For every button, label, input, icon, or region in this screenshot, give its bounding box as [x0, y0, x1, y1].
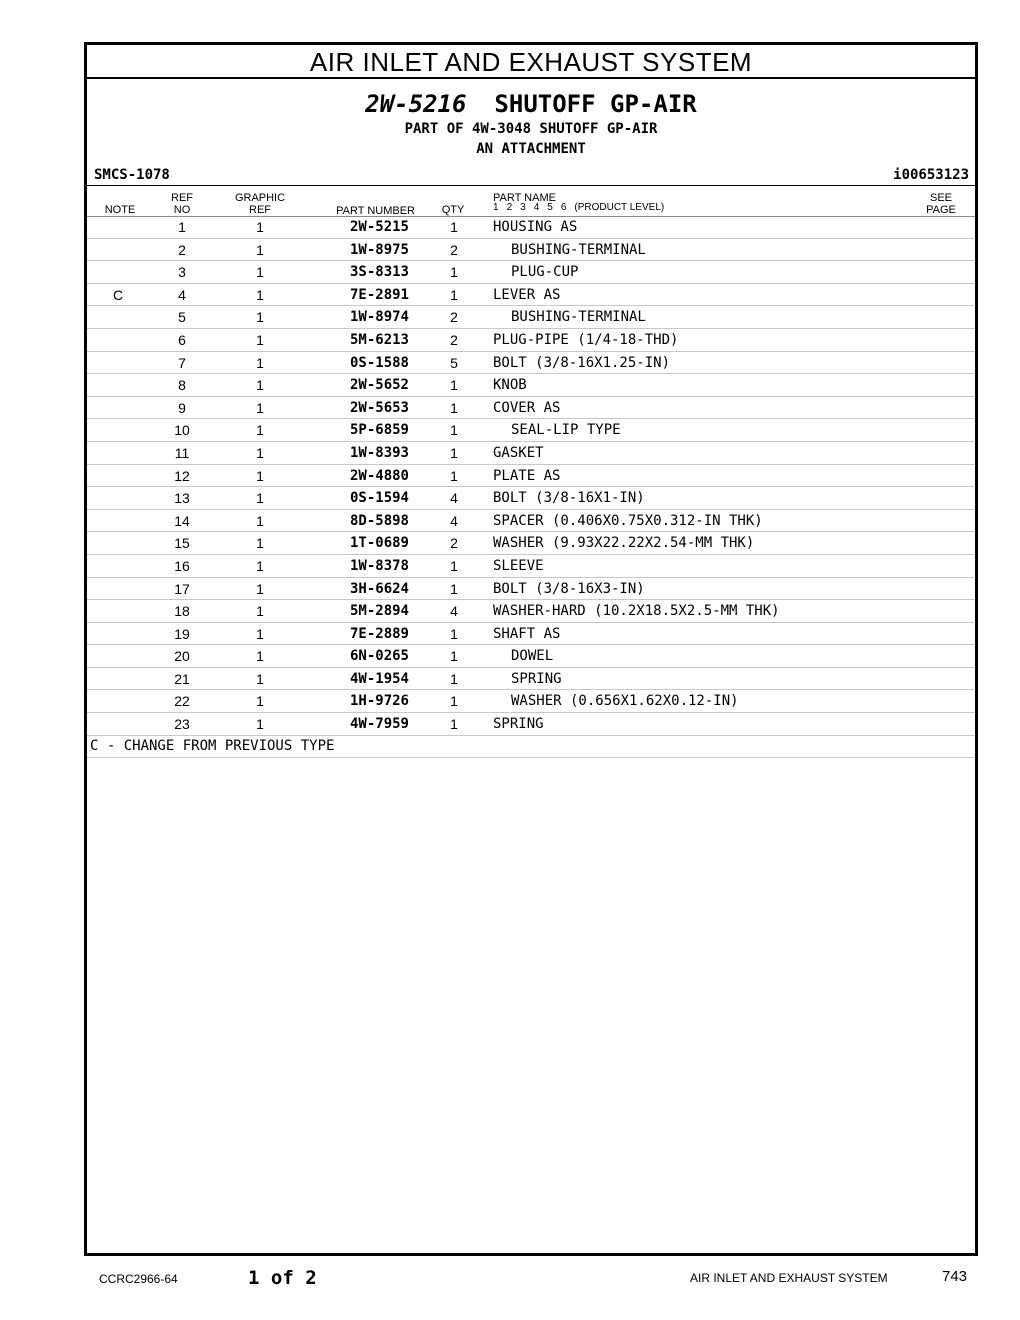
col-part-number-header: PART NUMBER — [336, 205, 415, 217]
table-row — [87, 600, 975, 623]
qty-cell: 2 — [450, 535, 458, 552]
qty-cell: 1 — [450, 377, 458, 394]
footnote: C - CHANGE FROM PREVIOUS TYPE — [87, 736, 975, 758]
graphic-ref-cell: 1 — [256, 309, 264, 326]
graphic-ref-cell: 1 — [256, 399, 264, 416]
part-number-cell: 1W-8975 — [349, 241, 409, 258]
smcs-code: SMCS-1078 — [94, 167, 170, 183]
qty-cell: 4 — [450, 512, 458, 529]
part-number-cell: 7E-2891 — [349, 286, 409, 303]
attachment-line: AN ATTACHMENT — [476, 141, 586, 157]
col-graphic-header-top: GRAPHIC — [234, 192, 286, 204]
table-row — [87, 397, 975, 420]
part-number-cell: 5M-6213 — [349, 331, 409, 348]
qty-cell: 1 — [450, 444, 458, 461]
part-name-cell: WASHER (0.656X1.62X0.12-IN) — [511, 693, 739, 710]
part-number-cell: 2W-5215 — [349, 219, 409, 235]
part-name-cell: SHAFT AS — [493, 625, 561, 642]
graphic-ref-cell: 1 — [256, 467, 264, 484]
graphic-ref-cell: 1 — [256, 219, 264, 235]
col-ref-header-bottom: NO — [173, 204, 191, 216]
ref-no-cell: 19 — [174, 625, 190, 642]
part-number-cell: 7E-2889 — [349, 625, 409, 642]
ref-no-cell: 21 — [174, 670, 190, 687]
graphic-ref-cell: 1 — [256, 354, 264, 371]
ref-no-cell: 1 — [178, 219, 186, 235]
part-name-cell: WASHER-HARD (10.2X18.5X2.5-MM THK) — [493, 603, 780, 620]
part-number-cell: 3H-6624 — [349, 580, 409, 597]
part-number-cell: 0S-1594 — [349, 490, 409, 507]
col-see-header-bottom: PAGE — [926, 204, 956, 216]
part-number-cell: 1W-8974 — [349, 309, 409, 326]
table-row — [87, 261, 975, 284]
graphic-ref-cell: 1 — [256, 670, 264, 687]
table-row — [87, 713, 975, 736]
part-name-cell: SEAL-LIP TYPE — [511, 422, 621, 439]
part-name-cell: PLUG-CUP — [511, 264, 579, 281]
graphic-ref-cell: 1 — [256, 648, 264, 665]
graphic-ref-cell: 1 — [256, 444, 264, 461]
section-banner: AIR INLET AND EXHAUST SYSTEM — [87, 45, 975, 79]
qty-cell: 1 — [450, 399, 458, 416]
part-number-cell: 3S-8313 — [349, 264, 409, 281]
level-2: 2 — [506, 202, 513, 213]
part-number-cell: 1W-8393 — [349, 444, 409, 461]
table-row — [87, 239, 975, 262]
qty-cell: 2 — [450, 241, 458, 258]
product-levels — [493, 202, 672, 213]
col-note-header: NOTE — [104, 204, 136, 216]
part-name-cell: BOLT (3/8-16X1.25-IN) — [493, 354, 671, 371]
ref-no-cell: 13 — [174, 490, 190, 507]
part-number-cell: 4W-7959 — [349, 716, 409, 733]
qty-cell: 1 — [450, 219, 458, 235]
footer-system-name: AIR INLET AND EXHAUST SYSTEM — [690, 1271, 888, 1285]
qty-cell: 1 — [450, 670, 458, 687]
table-row — [87, 532, 975, 555]
ref-no-cell: 16 — [174, 557, 190, 574]
graphic-ref-cell: 1 — [256, 557, 264, 574]
qty-cell: 4 — [450, 603, 458, 620]
header-top-rule — [87, 185, 975, 186]
page-number: 743 — [942, 1268, 968, 1285]
graphic-ref-cell: 1 — [256, 716, 264, 733]
part-of-line: PART OF 4W-3048 SHUTOFF GP-AIR — [404, 121, 658, 137]
part-number-cell: 1T-0689 — [349, 535, 409, 552]
ref-no-cell: 3 — [178, 264, 186, 281]
part-name-cell: SPRING — [511, 670, 562, 687]
graphic-ref-cell: 1 — [256, 625, 264, 642]
page-of-indicator: 1 of 2 — [248, 1267, 317, 1289]
qty-cell: 1 — [450, 693, 458, 710]
part-number-cell: 1W-8378 — [349, 557, 409, 574]
graphic-ref-cell: 1 — [256, 580, 264, 597]
ref-no-cell: 2 — [178, 241, 186, 258]
graphic-ref-cell: 1 — [256, 603, 264, 620]
table-row — [87, 510, 975, 533]
qty-cell: 1 — [450, 648, 458, 665]
part-name-cell: LEVER AS — [493, 286, 561, 303]
graphic-ref-cell: 1 — [256, 693, 264, 710]
table-row — [87, 374, 975, 397]
ref-no-cell: 22 — [174, 693, 190, 710]
part-name-cell: DOWEL — [511, 648, 554, 665]
table-row — [87, 284, 975, 307]
part-number-cell: 4W-1954 — [349, 670, 409, 687]
table-row — [87, 352, 975, 375]
qty-cell: 1 — [450, 557, 458, 574]
ref-no-cell: 7 — [178, 354, 186, 371]
part-number-cell: 5M-2894 — [349, 603, 409, 620]
qty-cell: 4 — [450, 490, 458, 507]
table-row — [87, 623, 975, 646]
level-3: 3 — [520, 202, 526, 213]
qty-cell: 1 — [450, 264, 458, 281]
ref-no-cell: 11 — [174, 444, 190, 461]
qty-cell: 1 — [450, 422, 458, 439]
table-row — [87, 645, 975, 668]
group-part-number: 2W-5216 — [365, 90, 467, 118]
ref-no-cell: 20 — [174, 648, 190, 665]
part-number-cell: 6N-0265 — [349, 648, 409, 665]
qty-cell: 1 — [450, 580, 458, 597]
col-graphic-header-bottom: REF — [249, 204, 271, 216]
part-name-cell: HOUSING AS — [493, 219, 578, 235]
qty-cell: 1 — [450, 716, 458, 733]
part-name-cell: COVER AS — [493, 399, 561, 416]
qty-cell: 2 — [450, 331, 458, 348]
graphic-ref-cell: 1 — [256, 286, 264, 303]
part-name-cell: BOLT (3/8-16X1-IN) — [493, 490, 645, 507]
graphic-ref-cell: 1 — [256, 490, 264, 507]
table-row — [87, 216, 975, 239]
ref-no-cell: 8 — [178, 377, 186, 394]
graphic-ref-cell: 1 — [256, 377, 264, 394]
part-name-cell: SPACER (0.406X0.75X0.312-IN THK) — [493, 512, 763, 529]
table-row — [87, 465, 975, 488]
part-name-cell: BUSHING-TERMINAL — [511, 241, 646, 258]
parts-page-frame — [84, 42, 978, 1256]
table-row — [87, 578, 975, 601]
table-row — [87, 668, 975, 691]
part-number-cell: 1H-9726 — [349, 693, 409, 710]
part-name-cell: KNOB — [493, 377, 527, 394]
qty-cell: 2 — [450, 309, 458, 326]
part-number-cell: 5P-6859 — [349, 422, 409, 439]
part-number-cell: 0S-1588 — [349, 354, 409, 371]
table-row — [87, 442, 975, 465]
part-number-cell: 8D-5898 — [349, 512, 409, 529]
ref-no-cell: 18 — [174, 603, 190, 620]
table-row — [87, 555, 975, 578]
title-block — [87, 89, 975, 159]
level-1: 1 — [493, 202, 499, 213]
ref-no-cell: 6 — [178, 331, 186, 348]
group-title — [87, 89, 975, 119]
ref-no-cell: 12 — [174, 467, 190, 484]
part-name-cell: GASKET — [493, 444, 544, 461]
level-5: 5 — [547, 202, 553, 213]
part-number-cell: 2W-5652 — [349, 377, 409, 394]
graphic-ref-cell: 1 — [256, 241, 264, 258]
part-name-cell: PLATE AS — [493, 467, 561, 484]
col-ref-header-top: REF — [171, 192, 193, 204]
product-level-label: (PRODUCT LEVEL) — [574, 202, 665, 213]
table-row — [87, 487, 975, 510]
part-name-cell: SLEEVE — [493, 557, 544, 574]
qty-cell: 5 — [450, 354, 458, 371]
level-4: 4 — [533, 202, 540, 213]
level-6: 6 — [560, 202, 567, 213]
part-name-cell: WASHER (9.93X22.22X2.54-MM THK) — [493, 535, 755, 552]
col-see-header-top: SEE — [929, 192, 952, 204]
ref-no-cell: 4 — [178, 286, 186, 303]
qty-cell: 1 — [450, 625, 458, 642]
table-row — [87, 329, 975, 352]
ref-no-cell: 17 — [174, 580, 190, 597]
ref-no-cell: 10 — [174, 422, 190, 439]
part-name-cell: BOLT (3/8-16X3-IN) — [493, 580, 645, 597]
part-name-cell: BUSHING-TERMINAL — [511, 309, 646, 326]
ref-no-cell: 9 — [178, 399, 186, 416]
illustration-id: i00653123 — [893, 167, 969, 183]
part-number-cell: 2W-5653 — [349, 399, 409, 416]
table-row — [87, 419, 975, 442]
ref-no-cell: 15 — [174, 535, 190, 552]
document-code: CCRC2966-64 — [99, 1272, 178, 1286]
group-part-name: SHUTOFF GP-AIR — [494, 90, 697, 118]
ref-no-cell: 14 — [174, 512, 190, 529]
note-cell: C — [112, 286, 124, 303]
part-number-cell: 2W-4880 — [349, 467, 409, 484]
part-name-cell: PLUG-PIPE (1/4-18-THD) — [493, 331, 679, 348]
table-row — [87, 306, 975, 329]
graphic-ref-cell: 1 — [256, 331, 264, 348]
qty-cell: 1 — [450, 467, 458, 484]
ref-no-cell: 23 — [174, 716, 190, 733]
part-name-cell: SPRING — [493, 716, 544, 733]
col-part-name-header: PART NAME — [493, 192, 556, 204]
ref-no-cell: 5 — [178, 309, 186, 326]
parts-table — [87, 216, 975, 758]
qty-cell: 1 — [450, 286, 458, 303]
graphic-ref-cell: 1 — [256, 535, 264, 552]
graphic-ref-cell: 1 — [256, 422, 264, 439]
graphic-ref-cell: 1 — [256, 512, 264, 529]
table-row — [87, 690, 975, 713]
col-qty-header: QTY — [441, 204, 465, 216]
graphic-ref-cell: 1 — [256, 264, 264, 281]
